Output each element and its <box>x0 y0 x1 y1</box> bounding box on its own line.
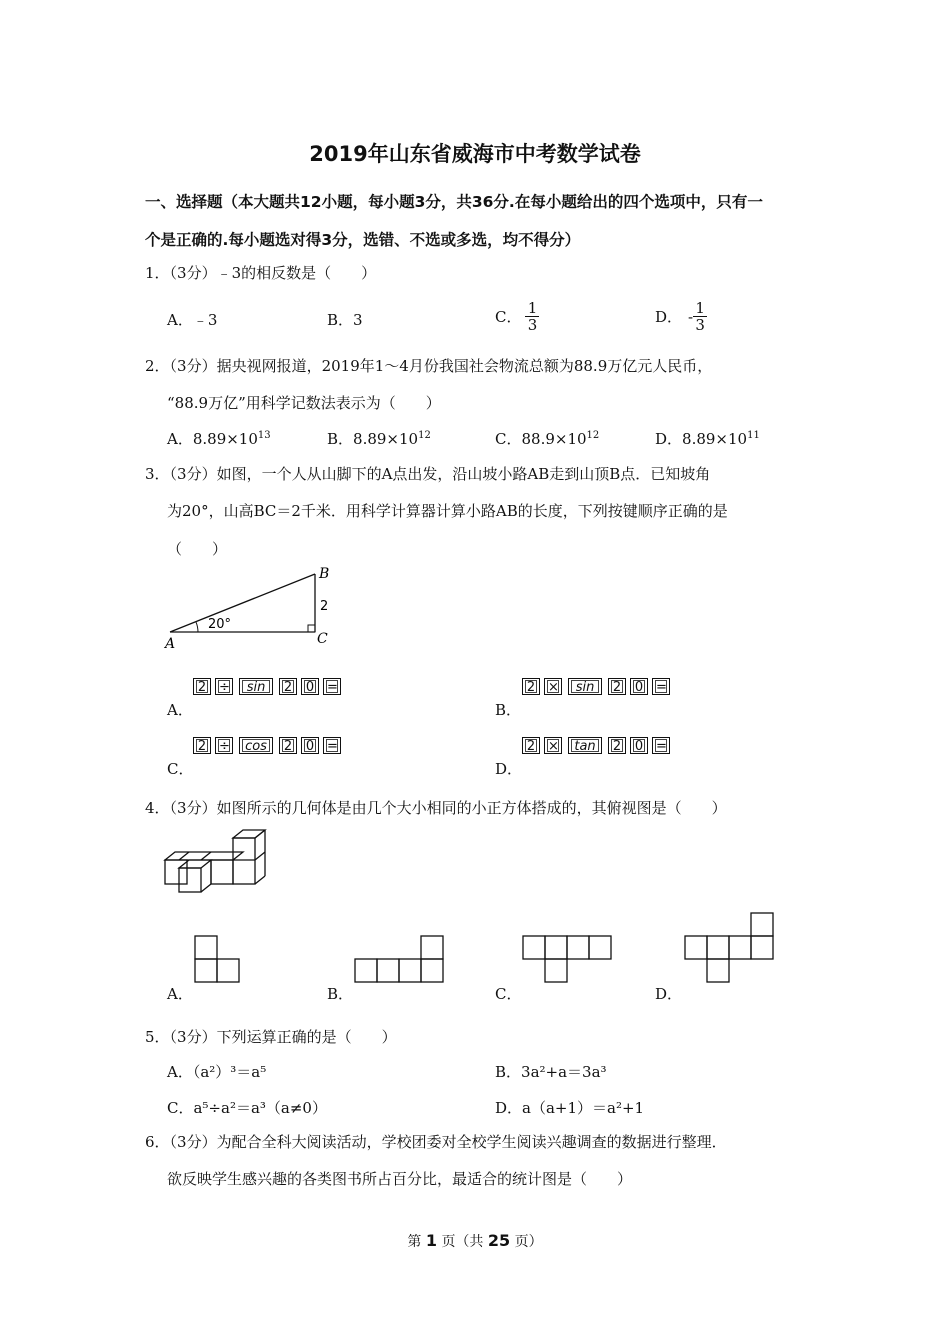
calculator-key <box>568 737 602 754</box>
q3-option-c-label: C． <box>167 760 194 778</box>
q3-stem-line1: 3．（3分）如图，一个人从山脚下的A点出发，沿山坡小路AB走到山顶B点．已知坡角 <box>145 465 711 483</box>
q6-stem-line2: 欲反映学生感兴趣的各类图书所占百分比，最适合的统计图是（ ） <box>167 1170 633 1188</box>
minus-sign: - <box>688 307 694 326</box>
q2-option-c-text: C．88.9×10 <box>495 430 587 448</box>
calculator-key <box>630 678 648 695</box>
calculator-key <box>544 678 562 695</box>
calculator-key-label: sin <box>242 680 270 693</box>
calculator-key-label: cos <box>242 739 270 752</box>
calculator-key <box>323 737 341 754</box>
calculator-key-label: ÷ <box>219 739 230 754</box>
calculator-key <box>568 678 602 695</box>
numerator: 1 <box>527 299 538 317</box>
calculator-key-label: 2 <box>612 680 622 695</box>
point-a-label: A <box>165 636 176 652</box>
calculator-key <box>239 737 273 754</box>
page-number: 1 <box>425 1231 437 1250</box>
calculator-key-label: 2 <box>526 739 536 754</box>
calculator-key <box>279 737 297 754</box>
calculator-key-label: 2 <box>283 739 293 754</box>
q4-option-c-grid <box>520 933 620 985</box>
calculator-key-label: 0 <box>305 739 315 754</box>
section-header-line2: 个是正确的.每小题选对得3分，选错、不选或多选，均不得分） <box>145 231 581 249</box>
q2-option-a <box>167 428 271 449</box>
footer-suffix: 页） <box>514 1234 543 1250</box>
q5-option-b: B．3a²+a＝3a³ <box>495 1063 607 1081</box>
calculator-key-label: sin <box>571 680 599 693</box>
calculator-key-label: = <box>327 739 338 754</box>
q2-option-b <box>327 428 431 449</box>
exponent: 11 <box>747 430 760 441</box>
q4-option-d-label: D． <box>655 985 683 1003</box>
calculator-key-label: 2 <box>197 739 207 754</box>
calculator-key-label: ÷ <box>219 680 230 695</box>
q5-option-d: D．a（a+1）＝a²+1 <box>495 1099 645 1117</box>
calculator-key-label: = <box>656 739 667 754</box>
calculator-key <box>630 737 648 754</box>
calculator-key-label: × <box>548 739 559 754</box>
calculator-key <box>652 678 670 695</box>
calculator-key-label: 0 <box>634 739 644 754</box>
calculator-key <box>193 678 211 695</box>
q1-option-d-label: D． <box>655 308 683 326</box>
point-b-label: B <box>319 566 330 582</box>
cube-solid-figure <box>160 826 270 898</box>
calculator-key-label: 2 <box>197 680 207 695</box>
q6-stem-line1: 6．（3分）为配合全科大阅读活动，学校团委对全校学生阅读兴趣调查的数据进行整理． <box>145 1133 727 1151</box>
section-header-line1: 一、选择题（本大题共12小题，每小题3分，共36分.在每小题给出的四个选项中，只有一 <box>145 193 763 211</box>
q2-option-d <box>655 428 760 449</box>
calculator-key <box>652 737 670 754</box>
calculator-key <box>522 737 540 754</box>
footer-prefix: 第 <box>407 1234 422 1250</box>
calculator-key-label: = <box>327 680 338 695</box>
q1-option-c <box>495 300 539 333</box>
q4-option-b-grid <box>352 933 452 985</box>
calculator-key <box>239 678 273 695</box>
calculator-key <box>193 737 211 754</box>
q2-option-d-text: D．8.89×10 <box>655 430 748 448</box>
q4-option-b-label: B． <box>327 985 354 1003</box>
calculator-key <box>544 737 562 754</box>
q4-option-c-label: C． <box>495 985 522 1003</box>
q1-stem: 1．（3分）﹣3的相反数是（ ） <box>145 264 377 282</box>
calculator-key <box>323 678 341 695</box>
calculator-key <box>301 678 319 695</box>
q2-stem-line2: “88.9万亿”用科学记数法表示为（ ） <box>167 394 441 412</box>
calculator-key <box>215 678 233 695</box>
q1-option-d <box>655 300 707 333</box>
point-c-label: C <box>317 631 328 647</box>
page-title: 2019年山东省威海市中考数学试卷 <box>309 142 641 166</box>
q3-stem-line2: 为20°，山高BC＝2千米．用科学计算器计算小路AB的长度，下列按键顺序正确的是 <box>167 502 728 520</box>
q3-option-a-label: A． <box>167 701 193 719</box>
q2-option-b-text: B．8.89×10 <box>327 430 419 448</box>
exponent: 13 <box>257 430 271 441</box>
q1-option-b: B．3 <box>327 311 363 329</box>
q2-option-a-text: A．8.89×10 <box>167 430 258 448</box>
fraction <box>525 300 539 333</box>
calculator-key <box>279 678 297 695</box>
calculator-key-label: × <box>548 680 559 695</box>
calculator-key-label: 0 <box>305 680 315 695</box>
q3-stem-line3: （ ） <box>167 540 228 558</box>
calculator-key <box>608 737 626 754</box>
page-footer <box>0 1231 950 1251</box>
q4-option-a-grid <box>190 933 245 985</box>
calculator-key-label: 2 <box>526 680 536 695</box>
exponent: 12 <box>418 430 431 441</box>
q4-option-a-label: A． <box>167 985 193 1003</box>
q4-stem: 4．（3分）如图所示的几何体是由几个大小相同的小正方体搭成的，其俯视图是（ ） <box>145 799 727 817</box>
slope-triangle-figure <box>160 560 340 655</box>
q2-stem-line1: 2．（3分）据央视网报道，2019年1～4月份我国社会物流总额为88.9万亿元人民币， <box>145 357 713 375</box>
q1-option-a: A．﹣3 <box>167 311 218 329</box>
calculator-key-label: 0 <box>634 680 644 695</box>
numerator: 1 <box>695 299 705 317</box>
angle-label: 20° <box>208 617 232 632</box>
q2-option-c <box>495 428 599 449</box>
calculator-key-label: = <box>656 680 667 695</box>
q3-option-d-label: D． <box>495 760 523 778</box>
total-pages: 25 <box>487 1231 511 1250</box>
fraction <box>693 300 707 333</box>
footer-middle: 页（共 <box>441 1234 484 1250</box>
q5-stem: 5．（3分）下列运算正确的是（ ） <box>145 1028 397 1046</box>
denominator: 3 <box>527 316 538 334</box>
calculator-key <box>215 737 233 754</box>
side-label: 2 <box>320 599 329 614</box>
denominator: 3 <box>695 316 705 334</box>
q5-option-a: A．（a²）³＝a⁵ <box>167 1063 267 1081</box>
exponent: 12 <box>586 430 600 441</box>
q1-option-c-label: C． <box>495 308 522 326</box>
calculator-key <box>608 678 626 695</box>
calculator-key-label: tan <box>571 739 599 752</box>
q5-option-c: C．a⁵÷a²＝a³（a≠0） <box>167 1099 327 1117</box>
calculator-key <box>522 678 540 695</box>
q3-option-b-label: B． <box>495 701 522 719</box>
q4-option-d-grid <box>680 910 780 985</box>
calculator-key-label: 2 <box>612 739 622 754</box>
calculator-key <box>301 737 319 754</box>
calculator-key-label: 2 <box>283 680 293 695</box>
